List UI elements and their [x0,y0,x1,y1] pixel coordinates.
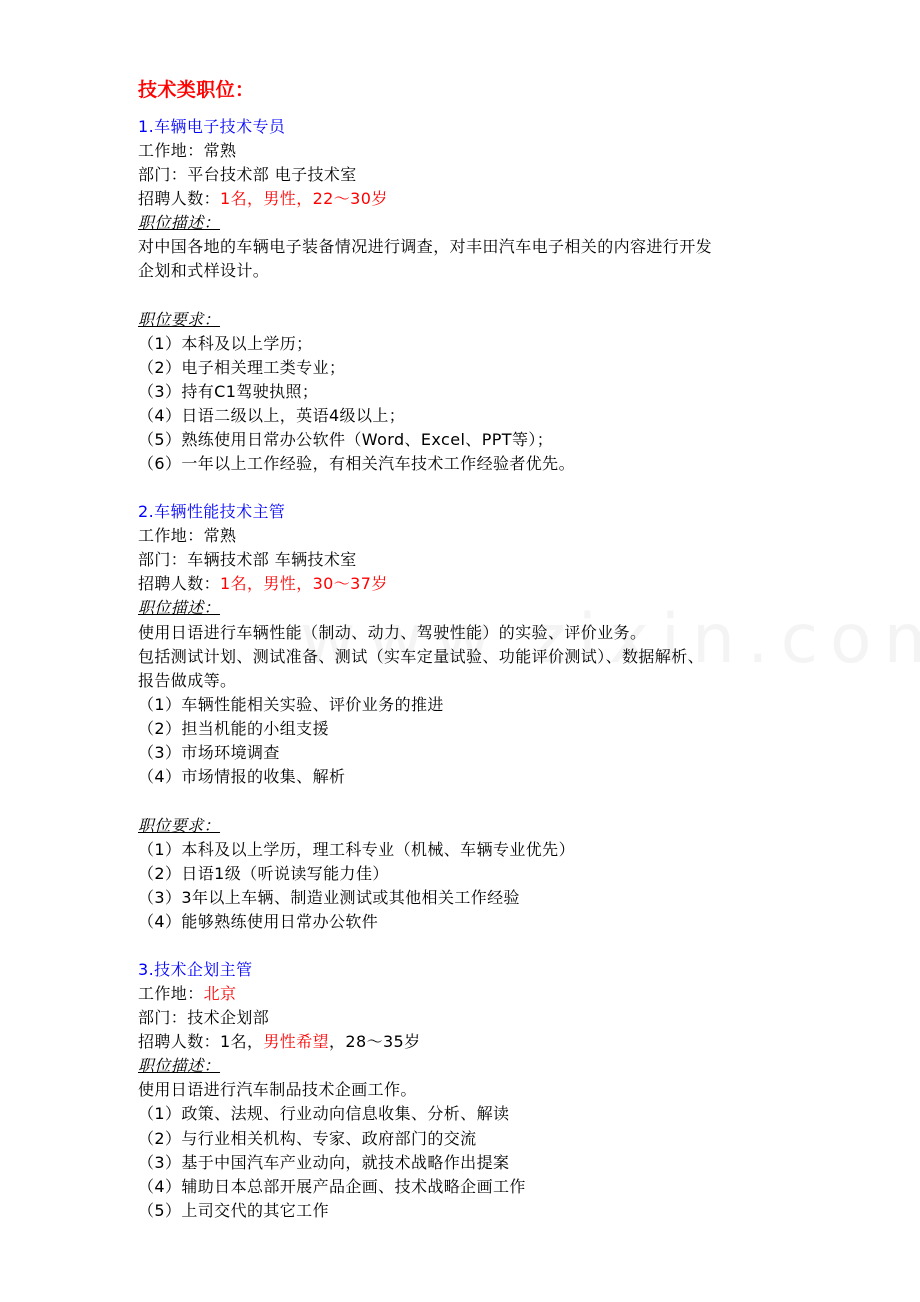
job-desc-line: 使用日语进行汽车制品技术企画工作。 [138,1080,417,1099]
job-desc-line: 报告做成等。 [138,671,237,690]
job-headcount: 招聘人数：1名，男性，22～30岁 [138,189,388,208]
job-location: 工作地：常熟 [138,141,237,160]
job-desc-line: （2）与行业相关机构、专家、政府部门的交流 [138,1129,477,1148]
job-req-item: （2）日语1级（听说读写能力佳） [138,864,389,883]
job-req-item: （6）一年以上工作经验，有相关汽车技术工作经验者优先。 [138,454,575,473]
job-department: 部门：车辆技术部 车辆技术室 [138,550,357,569]
job-req-item: （5）熟练使用日常办公软件（Word、Excel、PPT等）； [138,430,554,449]
job-desc-label: 职位描述： [138,1056,221,1075]
job-desc-line: 对中国各地的车辆电子装备情况进行调查，对丰田汽车电子相关的内容进行开发 [138,237,713,256]
job-req-item: （1）本科及以上学历，理工科专业（机械、车辆专业优先） [138,840,575,859]
job-req-item: （3）持有C1驾驶执照； [138,382,319,401]
job-desc-line: （4）市场情报的收集、解析 [138,767,346,786]
job-department: 部门：平台技术部 电子技术室 [138,165,357,184]
job-req-item: （3）3年以上车辆、制造业测试或其他相关工作经验 [138,888,520,907]
job-desc-line: （5）上司交代的其它工作 [138,1201,329,1220]
job-desc-line: 包括测试计划、测试准备、测试（实车定量试验、功能评价测试）、数据解析、 [138,647,705,666]
job-desc-line: （3）基于中国汽车产业动向，就技术战略作出提案 [138,1153,510,1172]
job-desc-line: 使用日语进行车辆性能（制动、动力、驾驶性能）的实验、评价业务。 [138,623,647,642]
job-desc-line: （1）政策、法规、行业动向信息收集、分析、解读 [138,1104,510,1123]
job-desc-line: （4）辅助日本总部开展产品企画、技术战略企画工作 [138,1177,526,1196]
job-req-item: （4）能够熟练使用日常办公软件 [138,912,379,931]
job-req-label: 职位要求： [138,310,221,329]
job-title: 1.车辆电子技术专员 [138,117,286,136]
job-location: 工作地：常熟 [138,526,237,545]
job-title: 2.车辆性能技术主管 [138,502,286,521]
job-headcount: 招聘人数：1名，男性，30～37岁 [138,574,388,593]
job-department: 部门：技术企划部 [138,1008,270,1027]
job-title: 3.技术企划主管 [138,960,253,979]
job-desc-line: （3）市场环境调查 [138,743,280,762]
job-desc-line: （2）担当机能的小组支援 [138,719,329,738]
job-req-item: （4）日语二级以上，英语4级以上； [138,406,406,425]
job-headcount: 招聘人数：1名，男性希望，28～35岁 [138,1032,421,1051]
job-req-item: （1）本科及以上学历； [138,334,313,353]
job-location: 工作地：北京 [138,984,237,1003]
job-desc-label: 职位描述： [138,598,221,617]
job-desc-line: （1）车辆性能相关实验、评价业务的推进 [138,695,444,714]
job-desc-line: 企划和式样设计。 [138,261,270,280]
job-req-item: （2）电子相关理工类专业； [138,358,346,377]
job-desc-label: 职位描述： [138,213,221,232]
job-req-label: 职位要求： [138,816,221,835]
page-heading: 技术类职位： [138,79,255,101]
